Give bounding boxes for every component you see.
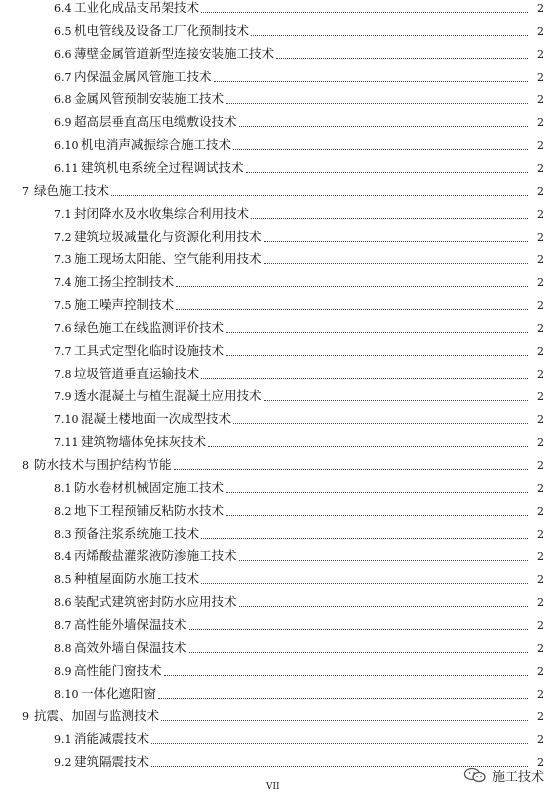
toc-number: 7.7 (54, 344, 72, 358)
toc-leader (226, 355, 528, 356)
toc-title: 防水技术与围护结构节能 (34, 457, 172, 472)
toc-number: 8.4 (54, 550, 72, 564)
toc-entry[interactable] (0, 114, 560, 136)
toc-leader (189, 629, 528, 630)
toc-title: 预备注浆系统施工技术 (74, 525, 200, 541)
toc-entry[interactable] (0, 388, 560, 410)
toc-page-number: 2 (537, 436, 544, 450)
toc-number: 8.8 (54, 641, 72, 655)
toc-leader (208, 446, 528, 447)
toc-entry[interactable] (0, 91, 560, 113)
toc-page-number: 2 (537, 664, 544, 678)
toc-leader (233, 149, 528, 150)
toc-number: 7.3 (54, 253, 72, 267)
toc-number: 6.4 (54, 2, 72, 15)
toc-title: 装配式建筑密封防水应用技术 (74, 594, 237, 610)
toc-number: 7.6 (54, 321, 72, 335)
toc-page-number: 2 (537, 527, 544, 541)
toc-number: 8.6 (54, 596, 72, 610)
toc-leader (264, 263, 528, 264)
toc-number: 8.10 (54, 687, 79, 701)
toc-leader (226, 332, 528, 333)
toc-leader (239, 606, 528, 607)
toc-page-number: 2 (537, 367, 544, 381)
toc-entry[interactable] (0, 46, 560, 68)
toc-leader (176, 309, 528, 310)
toc-number: 9 (22, 710, 29, 724)
toc-page-number: 2 (537, 504, 544, 518)
toc-entry[interactable] (0, 411, 560, 433)
toc-leader (251, 218, 528, 219)
toc-number: 7.2 (54, 230, 72, 244)
toc-leader (158, 698, 528, 699)
toc-entry[interactable] (0, 206, 560, 228)
toc-page-number: 2 (537, 93, 544, 107)
toc-page-number: 2 (537, 390, 544, 404)
toc-title: 丙烯酸盐灌浆液防渗施工技术 (74, 548, 237, 564)
toc-page-number: 2 (537, 641, 544, 655)
toc-page-number: 2 (537, 207, 544, 221)
toc-title: 高性能外墙保温技术 (74, 616, 187, 632)
toc-leader (276, 58, 528, 59)
toc-leader (111, 195, 528, 196)
wechat-icon (463, 767, 487, 783)
toc-entry[interactable] (0, 320, 560, 342)
toc-leader (246, 172, 528, 173)
toc-page-number: 2 (537, 413, 544, 427)
toc-number: 8.7 (54, 618, 72, 632)
toc-leader (226, 103, 528, 104)
toc-page-number: 2 (537, 161, 544, 175)
toc-number: 9.2 (54, 756, 72, 770)
toc-title: 机电消声减振综合施工技术 (81, 137, 232, 153)
toc-entry[interactable] (0, 686, 560, 708)
toc-entry[interactable] (0, 526, 560, 548)
toc-leader (214, 81, 528, 82)
toc-number: 6.11 (54, 161, 79, 175)
toc-title: 建筑垃圾减量化与资源化利用技术 (74, 228, 262, 244)
toc-leader (176, 286, 528, 287)
watermark (463, 764, 544, 786)
toc-page-number: 2 (537, 344, 544, 358)
toc-page-number: 2 (537, 2, 544, 15)
toc-leader (164, 675, 528, 676)
toc-title: 防水卷材机械固定施工技术 (74, 479, 225, 495)
toc-title: 封闭降水及水收集综合利用技术 (74, 205, 250, 221)
toc-title: 内保温金属风管施工技术 (74, 68, 212, 84)
toc-number: 7 (22, 184, 29, 198)
toc-title: 垃圾管道垂直运输技术 (74, 365, 200, 381)
toc-number: 6.7 (54, 70, 72, 84)
toc-leader (226, 492, 528, 493)
toc-entry[interactable] (0, 23, 560, 45)
toc-number: 8.9 (54, 664, 72, 678)
toc-title: 透水混凝土与植生混凝土应用技术 (74, 388, 262, 404)
toc-leader (251, 35, 528, 36)
toc-page-number: 2 (537, 253, 544, 267)
toc-title: 抗震、加固与监测技术 (34, 708, 160, 724)
toc-entry[interactable] (0, 571, 560, 593)
toc-number: 6.5 (54, 24, 72, 38)
toc-page-number: 2 (537, 139, 544, 153)
toc-number: 7.10 (54, 413, 79, 427)
toc-entry[interactable] (0, 731, 560, 753)
toc-entry[interactable] (0, 69, 560, 91)
toc-title: 建筑隔震技术 (74, 754, 150, 770)
toc-page-number: 2 (537, 459, 544, 472)
toc-title: 绿色施工技术 (34, 182, 110, 198)
toc-page-number: 2 (537, 618, 544, 632)
toc-leader (174, 469, 528, 470)
toc-title: 机电管线及设备工厂化预制技术 (74, 22, 250, 38)
toc-chapter[interactable] (0, 708, 560, 730)
toc-entry[interactable] (0, 274, 560, 296)
toc-entry[interactable] (0, 594, 560, 616)
toc-entry[interactable] (0, 0, 560, 22)
toc-number: 7.8 (54, 367, 72, 381)
toc-page-number: 2 (537, 230, 544, 244)
toc-entry[interactable] (0, 548, 560, 570)
toc-title: 施工现场太阳能、空气能利用技术 (74, 251, 262, 267)
toc-leader (226, 515, 528, 516)
toc-leader (239, 560, 528, 561)
toc-title: 工具式定型化临时设施技术 (74, 342, 225, 358)
toc-entry[interactable] (0, 640, 560, 662)
toc-page-number: 2 (537, 70, 544, 84)
toc-chapter[interactable] (0, 183, 560, 205)
toc-title: 施工扬尘控制技术 (74, 274, 175, 290)
toc-leader (201, 12, 528, 13)
toc-entry[interactable] (0, 663, 560, 685)
toc-number: 6.10 (54, 139, 79, 153)
toc-title: 超高层垂直高压电缆敷设技术 (74, 114, 237, 130)
toc-leader (189, 652, 528, 653)
toc-page-number: 2 (537, 710, 544, 724)
toc-leader (264, 400, 528, 401)
watermark-text: 施工技术 (491, 769, 544, 785)
toc-leader (233, 423, 528, 424)
toc-entry[interactable] (0, 617, 560, 639)
toc-entry[interactable] (0, 343, 560, 365)
toc-page-number: 2 (537, 481, 544, 495)
toc-number: 7.9 (54, 390, 72, 404)
toc-title: 种植屋面防水施工技术 (74, 571, 200, 587)
toc-number: 7.4 (54, 276, 72, 290)
toc-page-number: 2 (537, 687, 544, 701)
toc-entry[interactable] (0, 251, 560, 273)
toc-entry[interactable] (0, 480, 560, 502)
toc-page-number: 2 (537, 299, 544, 313)
toc-page-number: 2 (537, 573, 544, 587)
toc-entry[interactable] (0, 366, 560, 388)
toc-title: 绿色施工在线监测评价技术 (74, 319, 225, 335)
toc-leader (161, 720, 528, 721)
toc-number: 9.1 (54, 733, 72, 747)
toc-page-number: 2 (537, 24, 544, 38)
toc-number: 6.8 (54, 93, 72, 107)
toc-title: 消能减震技术 (74, 731, 150, 747)
toc-number: 6.9 (54, 116, 72, 130)
toc-title: 建筑物墙体免抹灰技术 (81, 434, 207, 450)
toc-number: 7.5 (54, 299, 72, 313)
toc-leader (264, 241, 528, 242)
toc-page-number: 2 (537, 321, 544, 335)
toc-title: 高性能门窗技术 (74, 662, 162, 678)
toc-leader (201, 583, 528, 584)
toc-title: 地下工程预铺反粘防水技术 (74, 502, 225, 518)
toc-entry[interactable] (0, 503, 560, 525)
toc-leader (239, 126, 528, 127)
toc-title: 施工噪声控制技术 (74, 297, 175, 313)
toc-entry[interactable] (0, 297, 560, 319)
toc-title: 一体化遮阳窗 (81, 685, 157, 701)
toc-entry[interactable] (0, 137, 560, 159)
toc-number: 7.1 (54, 207, 72, 221)
toc-page-number: 2 (537, 733, 544, 747)
toc-entry[interactable] (0, 229, 560, 251)
toc-page-number: 2 (537, 596, 544, 610)
toc-number: 8.1 (54, 481, 72, 495)
toc-number: 8.3 (54, 527, 72, 541)
toc-title: 建筑机电系统全过程调试技术 (81, 159, 244, 175)
toc-leader (201, 378, 528, 379)
page-number: VII (266, 782, 280, 792)
toc-page-number: 2 (537, 47, 544, 61)
toc-page-number: 2 (537, 276, 544, 290)
toc-leader (201, 538, 528, 539)
toc-page-number: 2 (537, 184, 544, 198)
toc-entry[interactable] (0, 434, 560, 456)
toc-page-number: 2 (537, 116, 544, 130)
toc-title: 金属风管预制安装施工技术 (74, 91, 225, 107)
toc-title: 混凝土楼地面一次成型技术 (81, 411, 232, 427)
toc-leader (151, 743, 528, 744)
toc-number: 7.11 (54, 436, 79, 450)
toc-number: 8.5 (54, 573, 72, 587)
toc-title: 薄壁金属管道新型连接安装施工技术 (74, 45, 275, 61)
toc-number: 8 (22, 459, 29, 472)
toc-page-number: 2 (537, 756, 544, 770)
toc-number: 8.2 (54, 504, 72, 518)
toc-title: 高效外墙自保温技术 (74, 639, 187, 655)
toc-title: 工业化成品支吊架技术 (74, 0, 200, 15)
toc-entry[interactable] (0, 160, 560, 182)
toc-number: 6.6 (54, 47, 72, 61)
toc-chapter[interactable] (0, 457, 560, 479)
toc-page-number: 2 (537, 550, 544, 564)
